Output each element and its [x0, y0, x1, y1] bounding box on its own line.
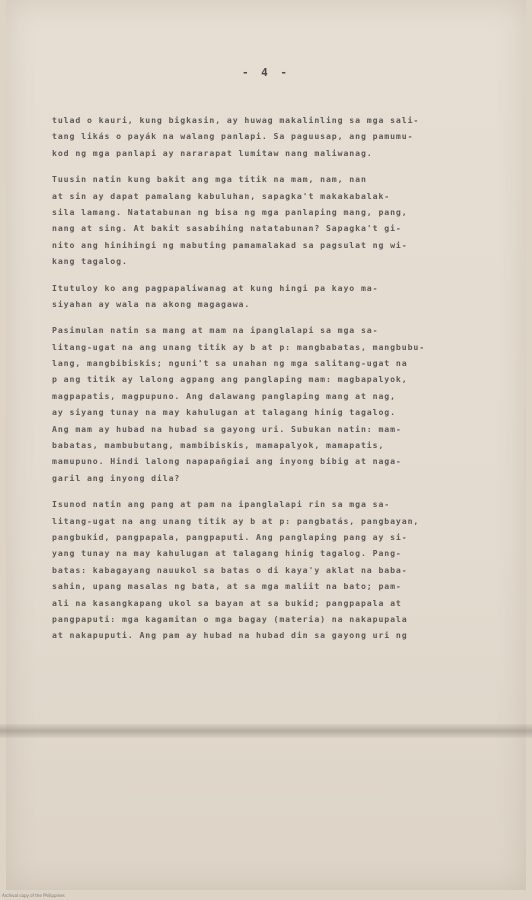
paragraph-gap: [52, 270, 492, 280]
text-line: siyahan ay wala na akong magagawa.: [52, 298, 251, 309]
text-line: Pasimulan natin sa mang at mam na ipanglalapi sa mga sa-: [52, 325, 379, 336]
text-line: pangpaputi: mga kagamitan o mga bagay (materia) na nakapupala: [52, 613, 408, 624]
paragraph-gap: [52, 486, 492, 496]
text-line: Isunod natin ang pang at pam na ipanglalapi rin sa mga sa-: [52, 499, 391, 510]
text-line: magpapatis, magpupuno. Ang dalawang panglaping mang at nag,: [52, 390, 396, 401]
text-line: garil ang inyong dila?: [52, 472, 181, 483]
text-line: p ang titik ay lalong agpang ang panglaping mam: magbapalyok,: [52, 374, 408, 385]
text-line: Itutuloy ko ang pagpapaliwanag at kung hingi pa kayo ma-: [52, 282, 379, 293]
text-line: litang-ugat na ang unang titik ay b at p: mangbabatas, mangbubu-: [52, 341, 426, 352]
text-line: sahin, upang masalas ng bata, at sa mga maliit na bato; pam-: [52, 581, 402, 592]
text-line: pangbukid, pangpapala, pangpaputi. Ang panglaping pang ay si-: [52, 531, 408, 542]
text-line: nang at sing. At bakit sasabihing natatabunan? Sapagka't gi-: [52, 223, 402, 234]
typewritten-body: [52, 112, 492, 644]
text-line: at nakapuputi. Ang pam ay hubad na hubad din sa gayong uri ng: [52, 630, 408, 641]
text-line: ay siyang tunay na may kahulugan at talagang hinig tagalog.: [52, 407, 396, 418]
text-line: babatas, mambubutang, mambibiskis, mamapalyok, mamapatis,: [52, 440, 385, 451]
text-line: litang-ugat na ang unang titik ay b at p: pangbatás, pangbayan,: [52, 515, 420, 526]
text-line: Tuusin natin kung bakit ang mga titik na mam, nam, nan: [52, 174, 367, 185]
text-line: sila lamang. Natatabunan ng bisa ng mga panlaping mang, pang,: [52, 206, 408, 217]
text-line: kod ng mga panlapi ay nararapat lumitaw nang maliwanag.: [52, 147, 373, 158]
text-line: at sin ay dapat pamalang kabuluhan, sapagka't makakabalak-: [52, 190, 391, 201]
text-line: kang tagalog.: [52, 256, 128, 267]
text-line: lang, mangbibiskis; nguni't sa unahan ng mga salitang-ugat na: [52, 358, 408, 369]
text-line: ali na kasangkapang ukol sa bayan at sa bukid; pangpapala at: [52, 597, 402, 608]
text-line: Ang mam ay hubad na hubad sa gayong uri. Subukan natin: mam-: [52, 423, 402, 434]
paragraph-gap: [52, 312, 492, 322]
page-number: - 4 -: [241, 66, 291, 79]
text-line: tulad o kauri, kung bigkasin, ay huwag makalinling sa mga sali-: [52, 115, 420, 125]
text-line: tang likás o payák na walang panlapi. Sa paguusap, ang pamumu-: [52, 131, 414, 142]
text-line: mamupuno. Hindi lalong napapañgiai ang inyong bibig at naga-: [52, 456, 402, 467]
text-line: batas: kabagayang nauukol sa batas o di kaya'y aklat na baba-: [52, 564, 408, 575]
archive-footer-note: Archival copy of the Philippines: [2, 893, 65, 898]
paper-fold-crease: [0, 724, 532, 738]
paragraph-gap: [52, 161, 492, 171]
text-line: nito ang hinihingi ng mabuting pamamalakad sa pagsulat ng wi-: [52, 239, 408, 250]
text-line: yang tunay na may kahulugan at talagang hinig tagalog. Pang-: [52, 548, 402, 559]
